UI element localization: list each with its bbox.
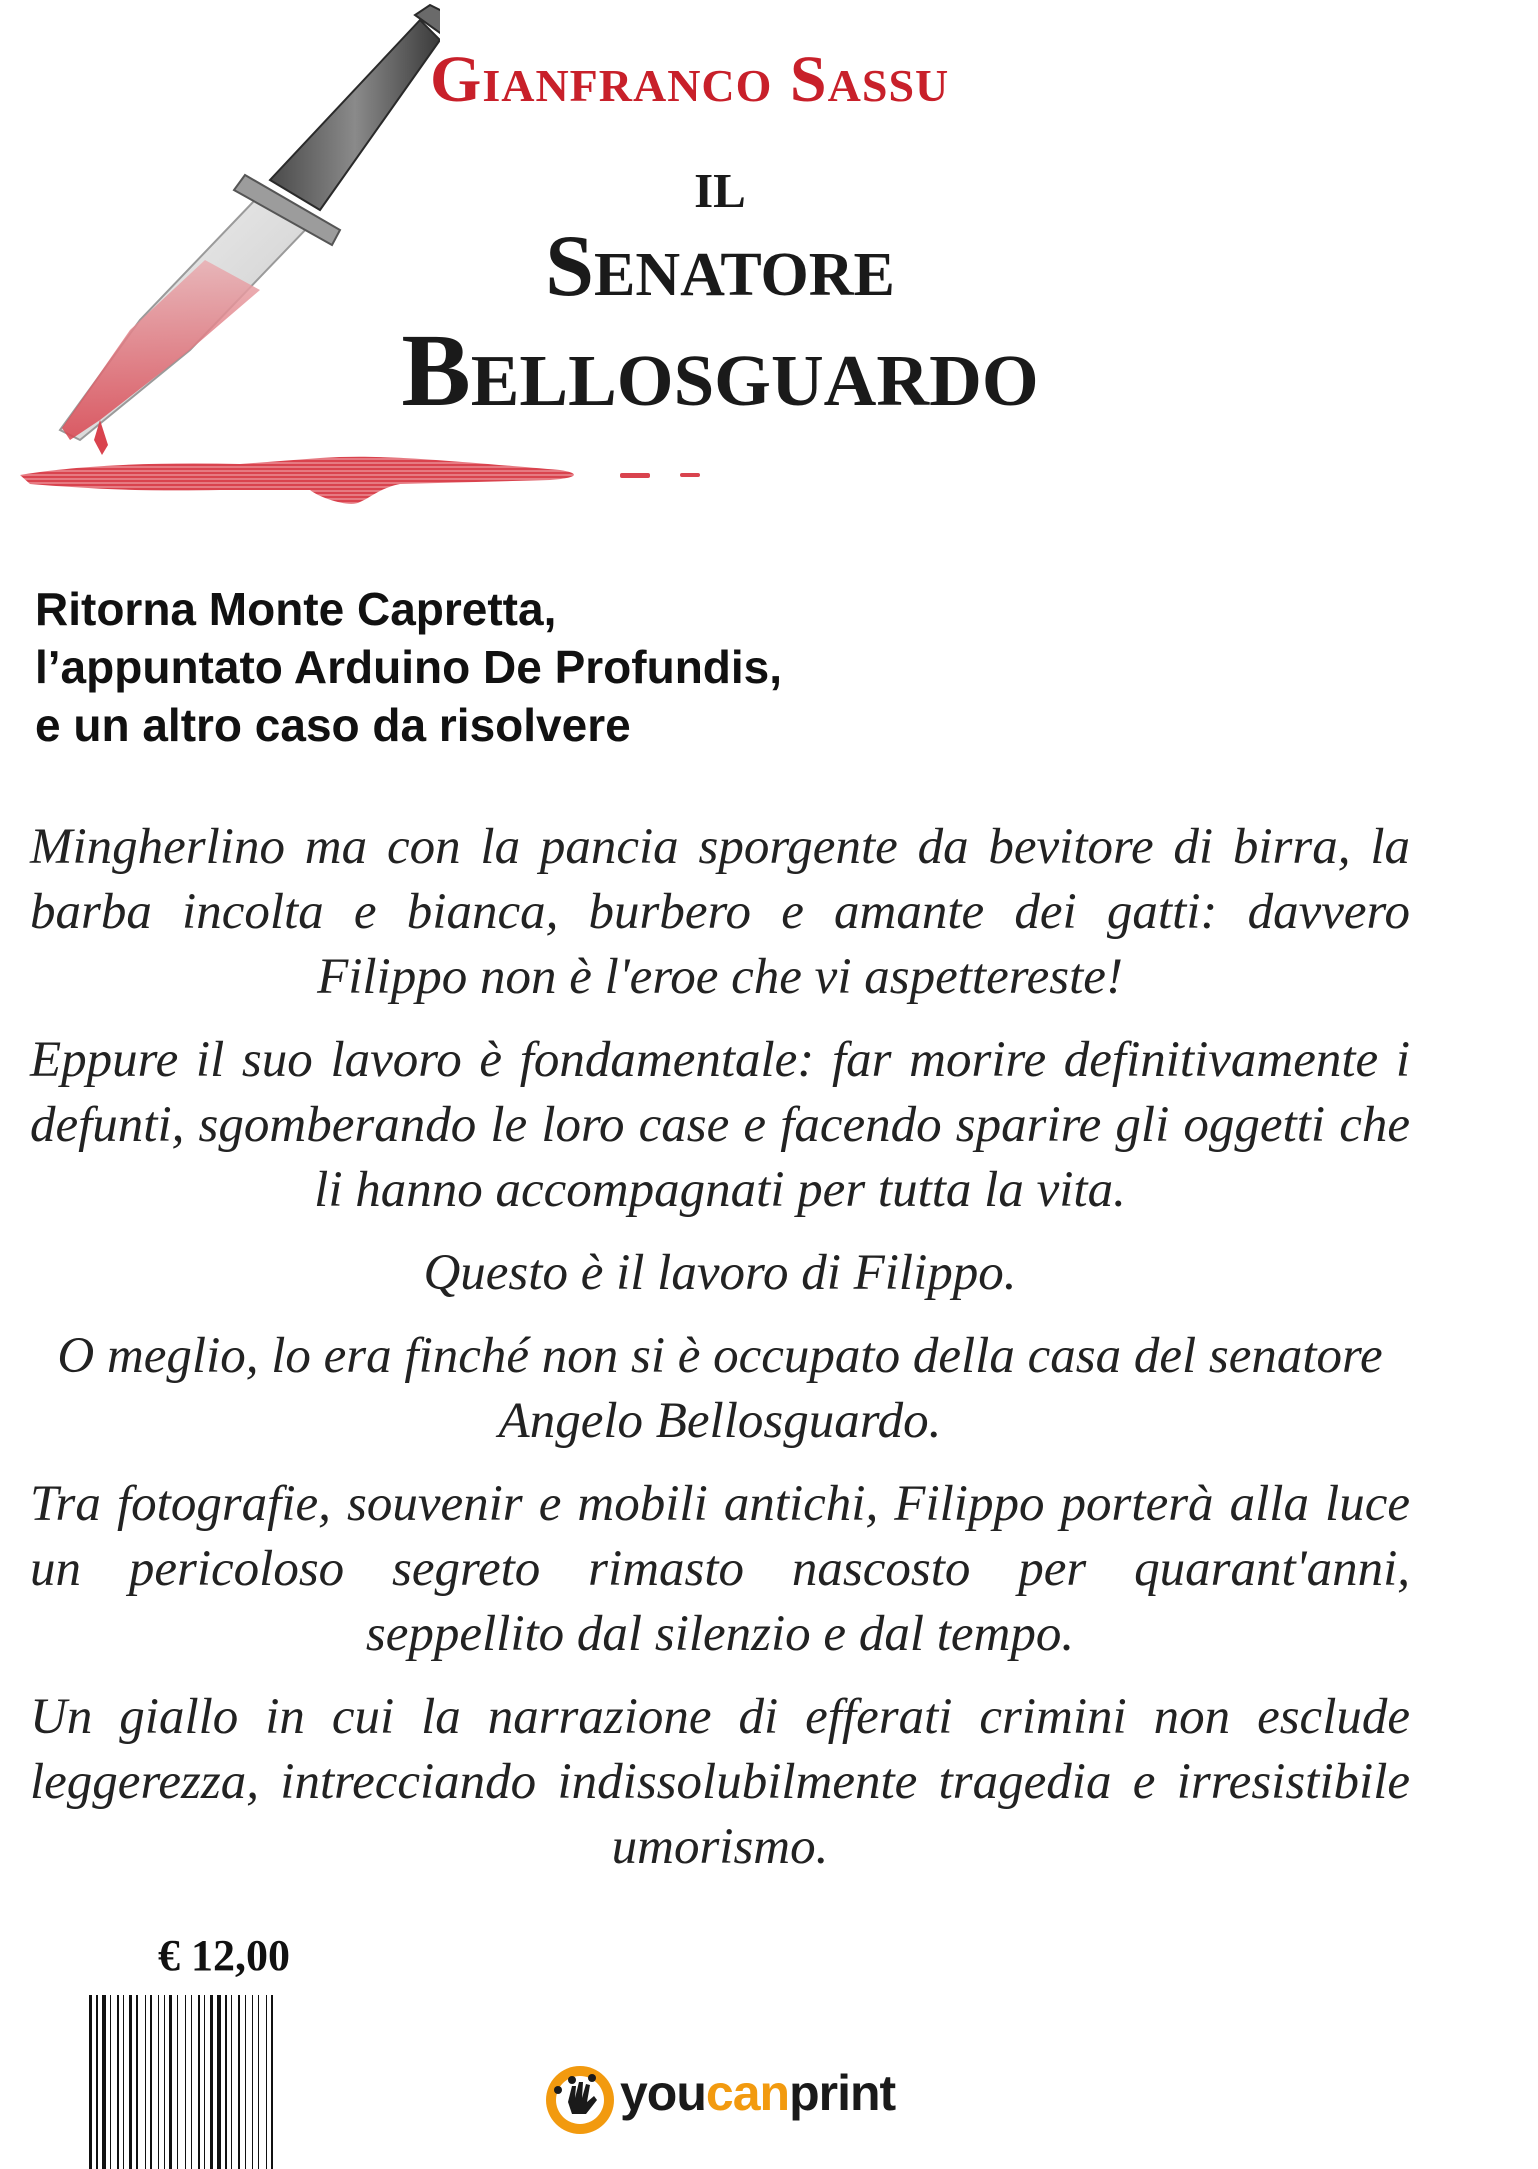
book-title bbox=[280, 146, 1160, 428]
tagline-line: e un altro caso da risolvere bbox=[35, 699, 631, 751]
title-line-bellosguardo: Bellosguardo bbox=[401, 313, 1039, 428]
author-name: Gianfranco Sassu bbox=[430, 43, 950, 116]
title-line-article: il bbox=[694, 146, 746, 223]
blurb-paragraph: Eppure il suo lavoro è fondamentale: far morire definitivamente i defunti, sgomberando le loro case e facendo sparire gli oggetti che li hanno accompagnati per tutta la vita. bbox=[30, 1032, 1410, 1218]
blurb-paragraph: Tra fotografie, souvenir e mobili antichi, Filippo porterà alla luce un pericoloso segreto rimasto nascosto per quarant'anni, seppellito dal silenzio e dal tempo. bbox=[30, 1476, 1410, 1662]
blurb-paragraph: Un giallo in cui la narrazione di efferati crimini non esclude leggerezza, intrecciando indissolubilmente tragedia e irresistibile umorismo. bbox=[30, 1689, 1410, 1875]
barcode-icon bbox=[85, 1995, 390, 2169]
tagline-line: l’appuntato Arduino De Profundis, bbox=[35, 641, 783, 693]
price-label: € 12,00 bbox=[158, 1931, 290, 1980]
blurb bbox=[30, 815, 1410, 1898]
publisher-name bbox=[620, 2064, 895, 2122]
blood-pool-icon bbox=[20, 440, 720, 520]
title-line-senatore: Senatore bbox=[545, 218, 895, 315]
publisher-logo bbox=[540, 2060, 920, 2140]
publisher-name-part: print bbox=[789, 2065, 896, 2121]
blurb-paragraph: O meglio, lo era finché non si è occupato della casa del senatore Angelo Bellosguardo. bbox=[57, 1328, 1383, 1449]
tagline-line: Ritorna Monte Capretta, bbox=[35, 583, 557, 635]
tagline bbox=[35, 580, 1435, 754]
blurb-paragraph: Questo è il lavoro di Filippo. bbox=[423, 1245, 1017, 1301]
publisher-name-part: can bbox=[705, 2065, 790, 2121]
publisher-name-part: you bbox=[620, 2065, 706, 2121]
youcanprint-logo-icon bbox=[540, 2060, 620, 2140]
blurb-paragraph: Mingherlino ma con la pancia sporgente da bevitore di birra, la barba incolta e bianca, burbero e amante dei gatti: davvero Filippo non è l'eroe che vi aspettereste! bbox=[30, 819, 1410, 1005]
